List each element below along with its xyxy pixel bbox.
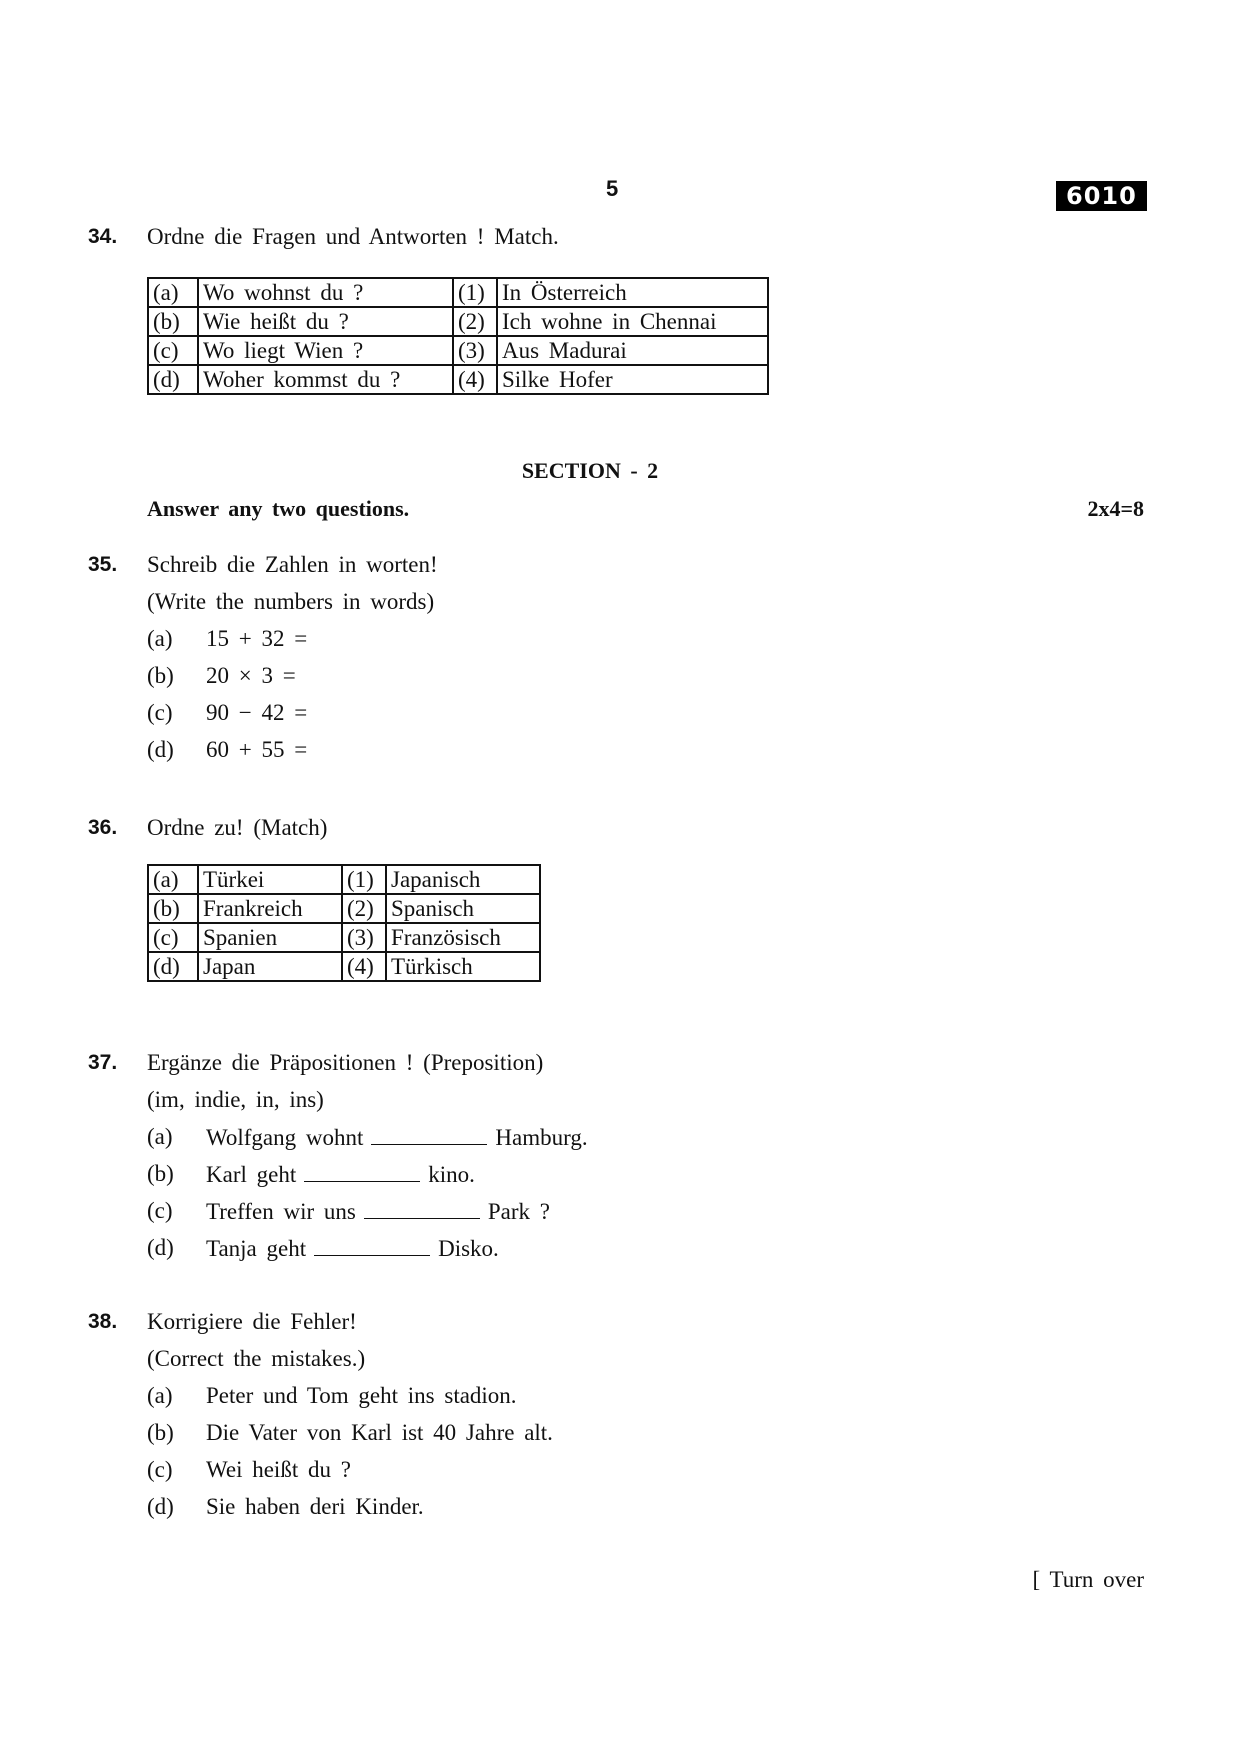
list-item-letter: (c) xyxy=(147,700,173,725)
answer-blank[interactable] xyxy=(314,1235,430,1256)
q34-match-table xyxy=(147,277,769,395)
q34-row-answer: In Österreich xyxy=(497,278,768,307)
sentence-end: kino. xyxy=(428,1162,475,1187)
q34-row-number: (3) xyxy=(453,336,497,365)
table-row xyxy=(148,865,540,894)
list-item: Peter und Tom geht ins stadion. xyxy=(206,1383,517,1408)
q38-text: Korrigiere die Fehler! xyxy=(147,1309,357,1334)
q36-row-language: Spanisch xyxy=(386,894,540,923)
page-number: 5 xyxy=(606,176,619,201)
q35-subtext: (Write the numbers in words) xyxy=(147,589,435,614)
q34-row-letter: (c) xyxy=(148,336,198,365)
q36-row-number: (4) xyxy=(342,952,386,981)
q34-row-number: (4) xyxy=(453,365,497,394)
q34-row-question: Wo wohnst du ? xyxy=(198,278,453,307)
list-item-letter: (b) xyxy=(147,663,174,688)
q36-row-number: (1) xyxy=(342,865,386,894)
list-item xyxy=(206,1235,499,1262)
list-item: 60 + 55 = xyxy=(206,737,308,762)
list-item: Sie haben deri Kinder. xyxy=(206,1494,424,1519)
list-item-letter: (a) xyxy=(147,626,173,651)
list-item: 90 − 42 = xyxy=(206,700,308,725)
list-item-letter: (c) xyxy=(147,1457,173,1482)
list-item: Wei heißt du ? xyxy=(206,1457,351,1482)
q38-subtext: (Correct the mistakes.) xyxy=(147,1346,366,1371)
q34-number: 34. xyxy=(88,225,118,248)
q36-row-country: Türkei xyxy=(198,865,342,894)
q36-row-language: Französisch xyxy=(386,923,540,952)
list-item: Die Vater von Karl ist 40 Jahre alt. xyxy=(206,1420,553,1445)
sentence-start: Karl geht xyxy=(206,1162,297,1187)
sentence-end: Disko. xyxy=(438,1236,499,1261)
q34-row-question: Wie heißt du ? xyxy=(198,307,453,336)
sentence-start: Treffen wir uns xyxy=(206,1199,356,1224)
section-instruction: Answer any two questions. xyxy=(147,496,410,521)
sentence-end: Park ? xyxy=(487,1199,550,1224)
table-row xyxy=(148,923,540,952)
q35-text: Schreib die Zahlen in worten! xyxy=(147,552,438,577)
section-title: SECTION - 2 xyxy=(521,458,659,483)
q38-number: 38. xyxy=(88,1310,118,1333)
q36-number: 36. xyxy=(88,816,118,839)
answer-blank[interactable] xyxy=(304,1161,420,1182)
list-item xyxy=(206,1124,588,1151)
q36-row-number: (3) xyxy=(342,923,386,952)
q36-row-letter: (b) xyxy=(148,894,198,923)
q34-text: Ordne die Fragen und Antworten ! Match. xyxy=(147,224,559,249)
q35-number: 35. xyxy=(88,553,118,576)
q34-row-letter: (a) xyxy=(148,278,198,307)
q34-row-answer: Ich wohne in Chennai xyxy=(497,307,768,336)
list-item: 15 + 32 = xyxy=(206,626,308,651)
q36-row-country: Spanien xyxy=(198,923,342,952)
q36-row-number: (2) xyxy=(342,894,386,923)
answer-blank[interactable] xyxy=(364,1198,480,1219)
paper-code: 6010 xyxy=(1056,181,1147,211)
q37-number: 37. xyxy=(88,1051,118,1074)
q34-row-question: Wo liegt Wien ? xyxy=(198,336,453,365)
q34-row-answer: Silke Hofer xyxy=(497,365,768,394)
q37-subtext: (im, indie, in, ins) xyxy=(147,1087,324,1112)
section-marks: 2x4=8 xyxy=(1087,496,1144,521)
q36-match-table xyxy=(147,864,541,982)
table-row xyxy=(148,952,540,981)
list-item-letter: (a) xyxy=(147,1124,173,1149)
list-item: 20 × 3 = xyxy=(206,663,296,688)
sentence-start: Tanja geht xyxy=(206,1236,307,1261)
q34-row-letter: (d) xyxy=(148,365,198,394)
q34-row-question: Woher kommst du ? xyxy=(198,365,453,394)
list-item xyxy=(206,1161,475,1188)
turn-over-note: [ Turn over xyxy=(1032,1567,1144,1592)
q36-row-country: Japan xyxy=(198,952,342,981)
q36-row-letter: (d) xyxy=(148,952,198,981)
q37-text: Ergänze die Präpositionen ! (Preposition) xyxy=(147,1050,544,1075)
list-item-letter: (b) xyxy=(147,1420,174,1445)
answer-blank[interactable] xyxy=(371,1124,487,1145)
q34-row-number: (1) xyxy=(453,278,497,307)
table-row xyxy=(148,278,768,307)
sentence-end: Hamburg. xyxy=(495,1125,588,1150)
list-item-letter: (d) xyxy=(147,1235,174,1260)
q36-text: Ordne zu! (Match) xyxy=(147,815,328,840)
table-row xyxy=(148,365,768,394)
list-item-letter: (b) xyxy=(147,1161,174,1186)
sentence-start: Wolfgang wohnt xyxy=(206,1125,364,1150)
q36-row-language: Japanisch xyxy=(386,865,540,894)
q36-row-letter: (c) xyxy=(148,923,198,952)
table-row xyxy=(148,307,768,336)
table-row xyxy=(148,894,540,923)
list-item-letter: (c) xyxy=(147,1198,173,1223)
list-item-letter: (a) xyxy=(147,1383,173,1408)
q34-row-answer: Aus Madurai xyxy=(497,336,768,365)
list-item-letter: (d) xyxy=(147,1494,174,1519)
table-row xyxy=(148,336,768,365)
list-item-letter: (d) xyxy=(147,737,174,762)
q34-row-number: (2) xyxy=(453,307,497,336)
q36-row-letter: (a) xyxy=(148,865,198,894)
q36-row-language: Türkisch xyxy=(386,952,540,981)
q34-row-letter: (b) xyxy=(148,307,198,336)
list-item xyxy=(206,1198,550,1225)
q36-row-country: Frankreich xyxy=(198,894,342,923)
